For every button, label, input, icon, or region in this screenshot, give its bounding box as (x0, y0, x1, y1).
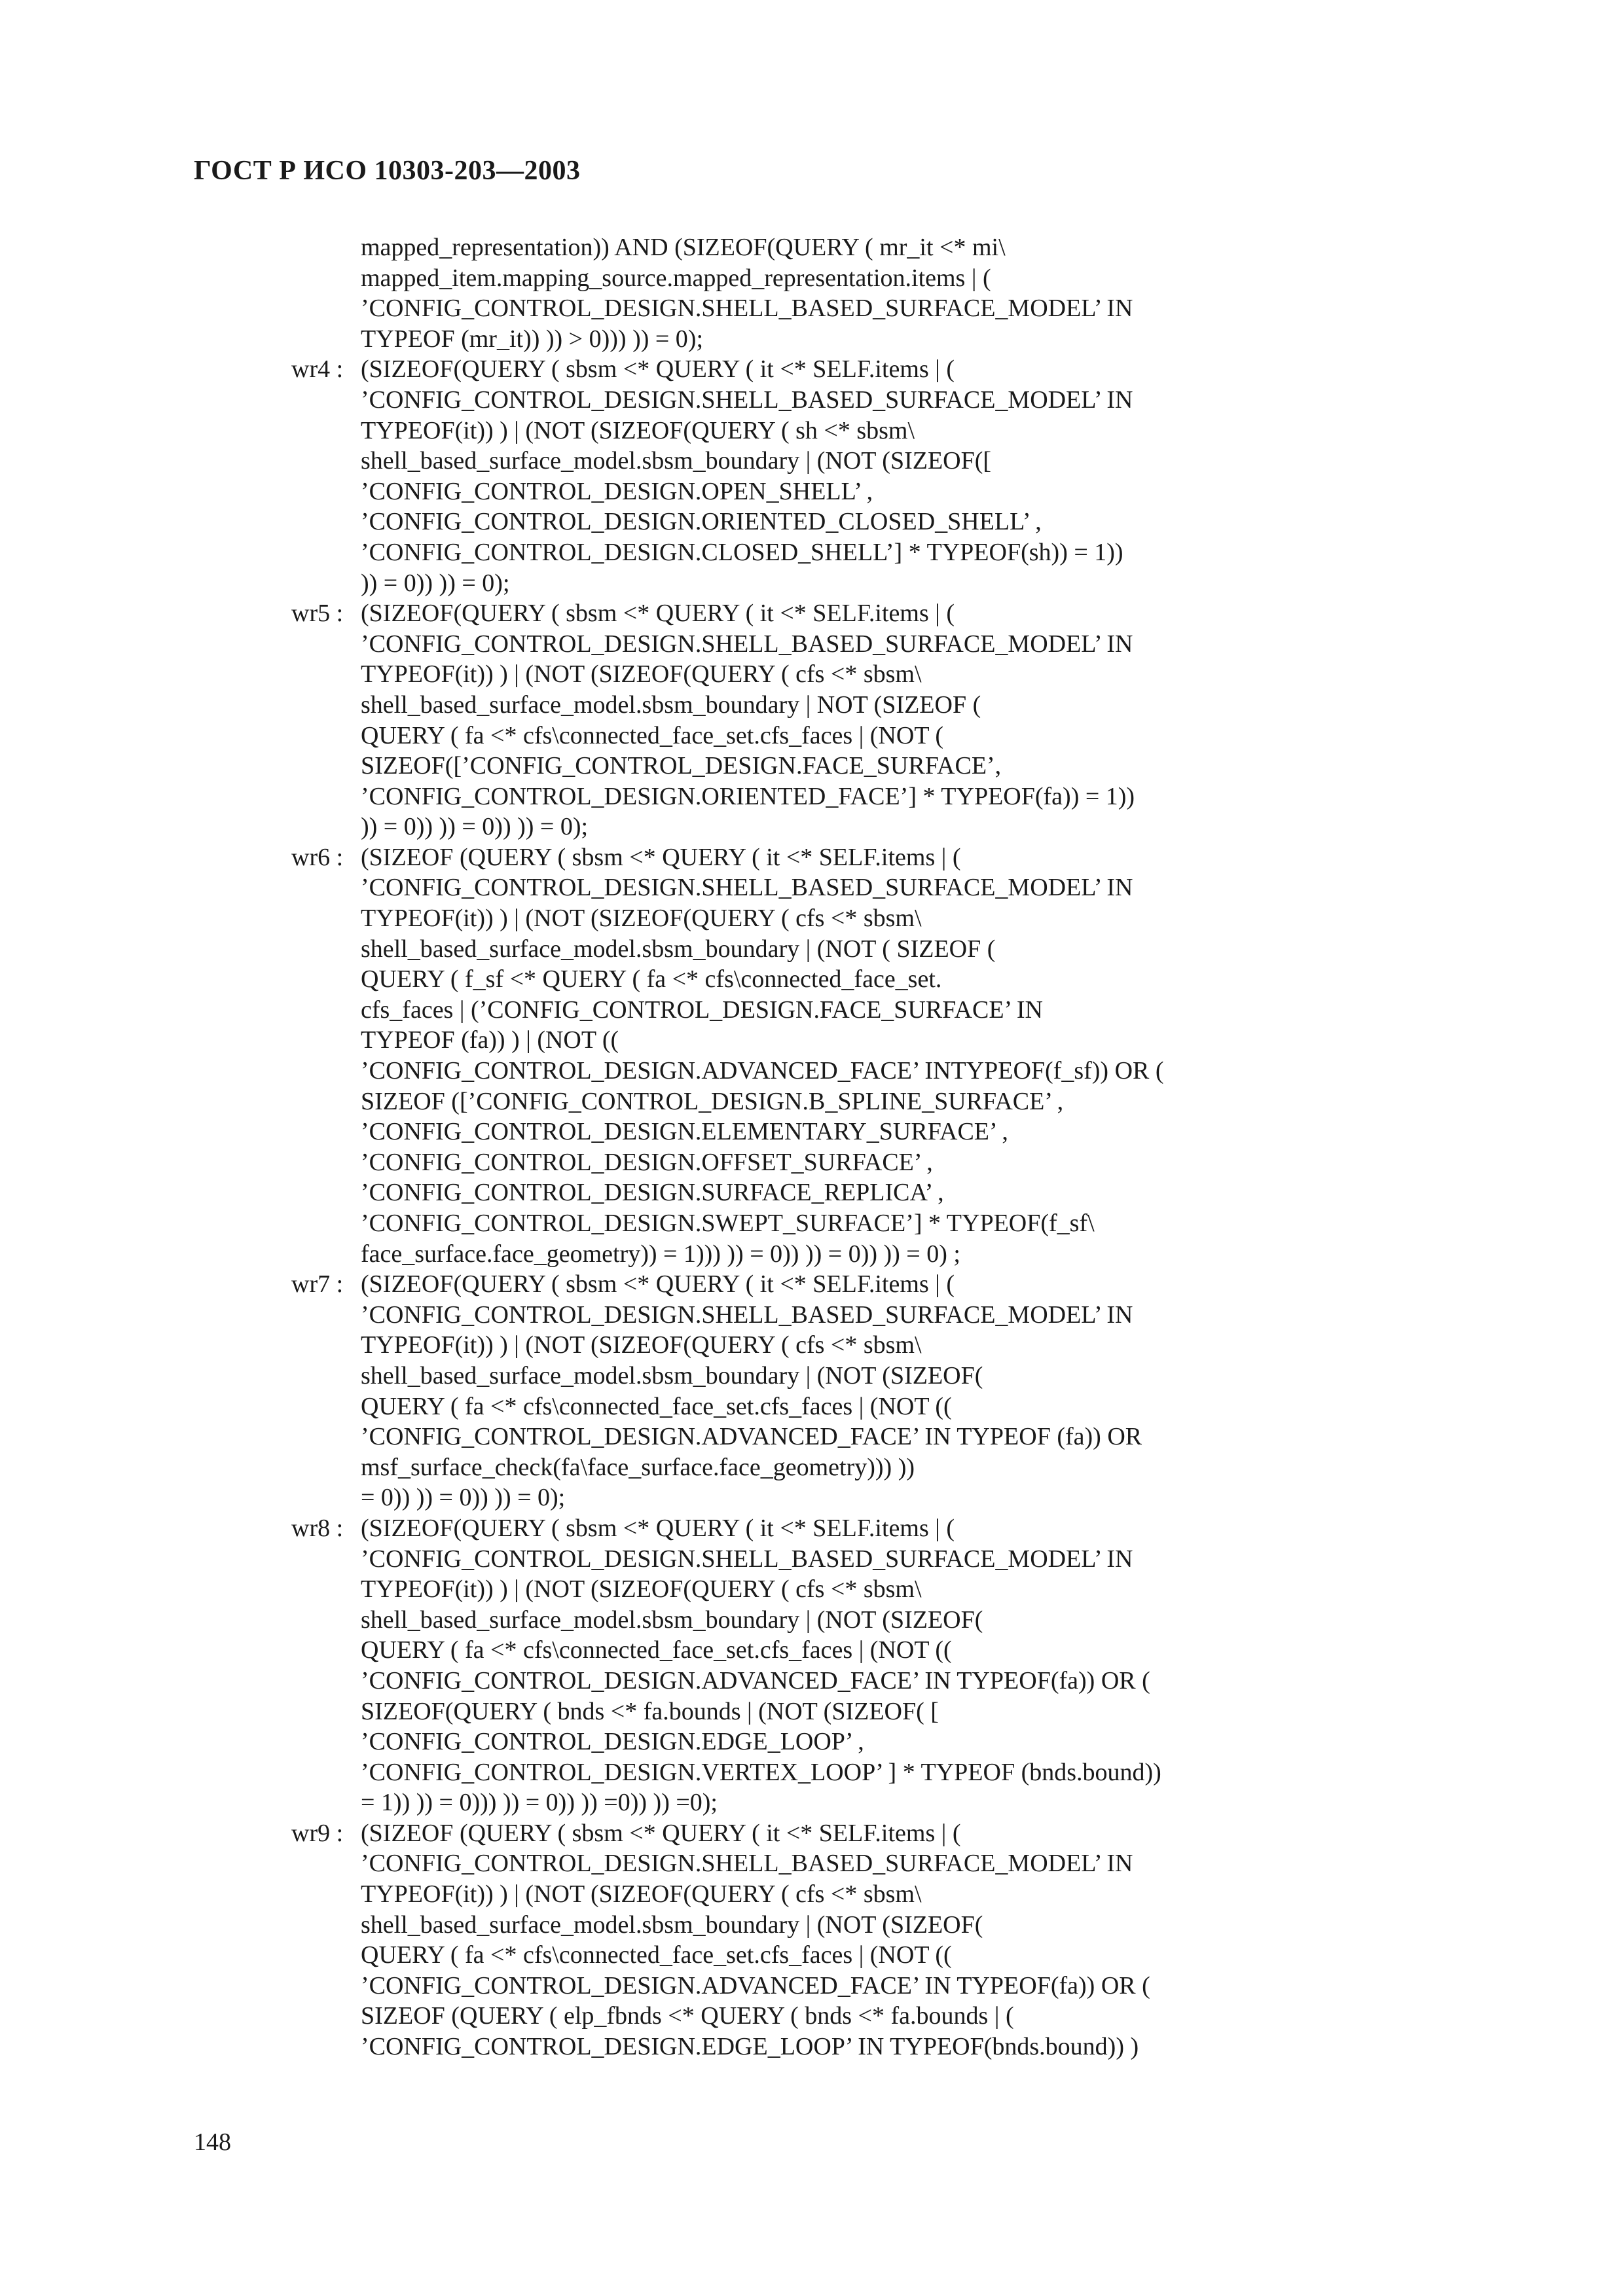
code-line: face_surface.face_geometry)) = 1))) )) = 0)) )) = 0)) )) = 0) ; (361, 1240, 960, 1268)
code-line: )) = 0)) )) = 0)) )) = 0); (361, 813, 589, 841)
code-line: TYPEOF(it)) ) | (NOT (SIZEOF(QUERY ( cfs <* sbsm\ (361, 1575, 922, 1604)
express-code-block (291, 232, 1404, 2062)
code-line: ’CONFIG_CONTROL_DESIGN.EDGE_LOOP’ , (361, 1728, 864, 1756)
code-line: ’CONFIG_CONTROL_DESIGN.SHELL_BASED_SURFACE_MODEL’ IN (361, 386, 1133, 414)
code-line: SIZEOF(QUERY ( bnds <* fa.bounds | (NOT (SIZEOF( [ (361, 1697, 939, 1725)
code-line: (SIZEOF(QUERY ( sbsm <* QUERY ( it <* SELF.items | ( (361, 600, 955, 628)
code-line: (SIZEOF(QUERY ( sbsm <* QUERY ( it <* SELF.items | ( (361, 1514, 955, 1542)
code-line: ’CONFIG_CONTROL_DESIGN.SWEPT_SURFACE’] * TYPEOF(f_sf\ (361, 1210, 1095, 1237)
continuation-block (291, 232, 1404, 354)
code-line: TYPEOF(it)) ) | (NOT (SIZEOF(QUERY ( cfs <* sbsm\ (361, 905, 922, 933)
code-line: = 1)) )) = 0))) )) = 0)) )) =0)) )) =0); (361, 1789, 718, 1817)
code-line: (SIZEOF (QUERY ( sbsm <* QUERY ( it <* SELF.items | ( (361, 843, 961, 871)
code-line: TYPEOF(it)) ) | (NOT (SIZEOF(QUERY ( cfs <* sbsm\ (361, 660, 922, 689)
code-line: )) = 0)) )) = 0); (361, 569, 510, 597)
code-line: QUERY ( fa <* cfs\connected_face_set.cfs_faces | (NOT (( (361, 1392, 952, 1420)
rule-label: wr6 : (291, 843, 344, 871)
code-line: mapped_representation)) AND (SIZEOF(QUERY ( mr_it <* mi\ (361, 234, 1006, 261)
code-line: QUERY ( fa <* cfs\connected_face_set.cfs_faces | (NOT ( (361, 721, 944, 749)
where-rule (291, 598, 1404, 842)
code-line: ’CONFIG_CONTROL_DESIGN.ADVANCED_FACE’ IN TYPEOF (fa)) OR (361, 1423, 1142, 1451)
rule-label: wr7 : (291, 1270, 344, 1299)
code-line: shell_based_surface_model.sbsm_boundary | NOT (SIZEOF ( (361, 691, 981, 719)
code-line: = 0)) )) = 0)) )) = 0); (361, 1484, 566, 1512)
code-line: QUERY ( f_sf <* QUERY ( fa <* cfs\connected_face_set. (361, 965, 942, 994)
document-header: ГОСТ Р ИСО 10303-203—2003 (194, 156, 581, 186)
code-line: SIZEOF ([’CONFIG_CONTROL_DESIGN.B_SPLINE_SURFACE’ , (361, 1087, 1064, 1115)
where-rule (291, 842, 1404, 1269)
code-line: ’CONFIG_CONTROL_DESIGN.ADVANCED_FACE’ IN TYPEOF(fa)) OR ( (361, 1666, 1150, 1695)
code-line: ’CONFIG_CONTROL_DESIGN.SHELL_BASED_SURFACE_MODEL’ IN (361, 1850, 1133, 1878)
rule-label: wr5 : (291, 600, 344, 628)
code-line: ’CONFIG_CONTROL_DESIGN.SHELL_BASED_SURFACE_MODEL’ IN (361, 295, 1133, 323)
code-line: ’CONFIG_CONTROL_DESIGN.ORIENTED_FACE’] * TYPEOF(fa)) = 1)) (361, 782, 1135, 810)
code-line: ’CONFIG_CONTROL_DESIGN.SHELL_BASED_SURFACE_MODEL’ IN (361, 874, 1133, 902)
rule-label: wr9 : (291, 1819, 344, 1847)
code-line: shell_based_surface_model.sbsm_boundary | (NOT (SIZEOF( (361, 1910, 983, 1939)
code-line: ’CONFIG_CONTROL_DESIGN.OPEN_SHELL’ , (361, 477, 873, 505)
code-line: ’CONFIG_CONTROL_DESIGN.SURFACE_REPLICA’ , (361, 1179, 944, 1207)
code-line: ’CONFIG_CONTROL_DESIGN.SHELL_BASED_SURFACE_MODEL’ IN (361, 1545, 1133, 1573)
code-line: shell_based_surface_model.sbsm_boundary | (NOT (SIZEOF( (361, 1361, 983, 1390)
code-line: TYPEOF(it)) ) | (NOT (SIZEOF(QUERY ( sh <* sbsm\ (361, 416, 915, 444)
where-rule (291, 1513, 1404, 1818)
code-line: mapped_item.mapping_source.mapped_representation.items | ( (361, 264, 991, 292)
code-line: TYPEOF(it)) ) | (NOT (SIZEOF(QUERY ( cfs <* sbsm\ (361, 1880, 922, 1909)
code-line: ’CONFIG_CONTROL_DESIGN.ELEMENTARY_SURFACE’ , (361, 1118, 1008, 1146)
code-line: (SIZEOF (QUERY ( sbsm <* QUERY ( it <* SELF.items | ( (361, 1819, 961, 1847)
code-line: QUERY ( fa <* cfs\connected_face_set.cfs_faces | (NOT (( (361, 1636, 952, 1664)
rule-label: wr4 : (291, 355, 344, 384)
code-line: ’CONFIG_CONTROL_DESIGN.SHELL_BASED_SURFACE_MODEL’ IN (361, 630, 1133, 658)
code-line: SIZEOF([’CONFIG_CONTROL_DESIGN.FACE_SURFACE’, (361, 752, 1002, 780)
code-line: shell_based_surface_model.sbsm_boundary | (NOT (SIZEOF([ (361, 447, 992, 475)
code-line: QUERY ( fa <* cfs\connected_face_set.cfs_faces | (NOT (( (361, 1941, 952, 1969)
code-line: ’CONFIG_CONTROL_DESIGN.CLOSED_SHELL’] * TYPEOF(sh)) = 1)) (361, 538, 1123, 566)
code-line: ’CONFIG_CONTROL_DESIGN.ORIENTED_CLOSED_SHELL’ , (361, 508, 1042, 536)
code-line: cfs_faces | (’CONFIG_CONTROL_DESIGN.FACE_SURFACE’ IN (361, 996, 1043, 1024)
code-line: TYPEOF (mr_it)) )) > 0))) )) = 0); (361, 325, 704, 353)
code-line: shell_based_surface_model.sbsm_boundary | (NOT (SIZEOF( (361, 1605, 983, 1634)
code-line: TYPEOF (fa)) ) | (NOT (( (361, 1026, 619, 1054)
code-line: msf_surface_check(fa\face_surface.face_geometry))) )) (361, 1453, 915, 1481)
where-rule (291, 354, 1404, 598)
code-line: ’CONFIG_CONTROL_DESIGN.OFFSET_SURFACE’ , (361, 1148, 933, 1176)
code-line: ’CONFIG_CONTROL_DESIGN.EDGE_LOOP’ IN TYPEOF(bnds.bound)) ) (361, 2033, 1139, 2061)
where-rule (291, 1818, 1404, 2062)
code-line: (SIZEOF(QUERY ( sbsm <* QUERY ( it <* SELF.items | ( (361, 355, 955, 384)
code-line: SIZEOF (QUERY ( elp_fbnds <* QUERY ( bnds <* fa.bounds | ( (361, 2002, 1014, 2030)
page-number: 148 (194, 2128, 231, 2156)
rule-label: wr8 : (291, 1514, 344, 1542)
where-rules (291, 354, 1404, 2062)
code-line: shell_based_surface_model.sbsm_boundary | (NOT ( SIZEOF ( (361, 935, 996, 963)
code-line: ’CONFIG_CONTROL_DESIGN.SHELL_BASED_SURFACE_MODEL’ IN (361, 1300, 1133, 1329)
code-line: ’CONFIG_CONTROL_DESIGN.ADVANCED_FACE’ IN TYPEOF(fa)) OR ( (361, 1971, 1150, 2000)
code-line: ’CONFIG_CONTROL_DESIGN.VERTEX_LOOP’ ] * TYPEOF (bnds.bound)) (361, 1758, 1161, 1786)
code-line: ’CONFIG_CONTROL_DESIGN.ADVANCED_FACE’ INTYPEOF(f_sf)) OR ( (361, 1057, 1164, 1085)
code-line: (SIZEOF(QUERY ( sbsm <* QUERY ( it <* SELF.items | ( (361, 1270, 955, 1299)
where-rule (291, 1269, 1404, 1513)
code-line: TYPEOF(it)) ) | (NOT (SIZEOF(QUERY ( cfs <* sbsm\ (361, 1331, 922, 1359)
